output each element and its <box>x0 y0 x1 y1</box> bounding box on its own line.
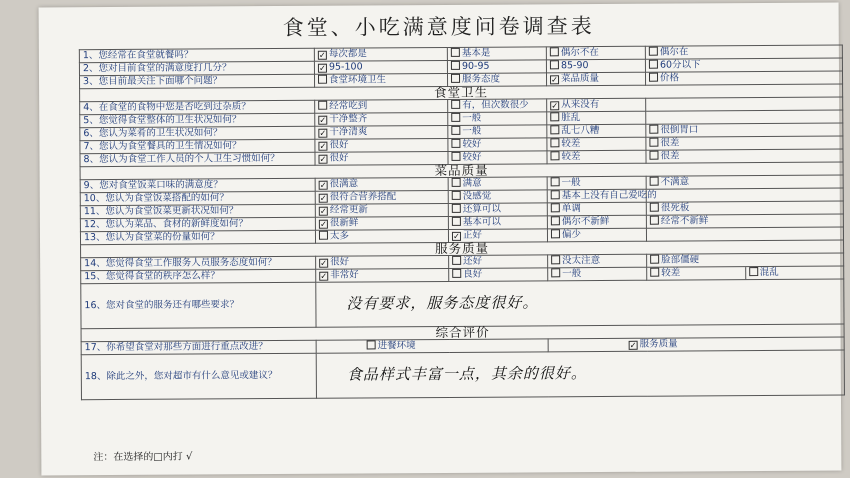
option-label: 很满意 <box>329 178 359 190</box>
survey-title: 食堂、小吃满意度问卷调查表 <box>282 14 595 40</box>
question-text: 13、您认为食堂菜的份量如何？ <box>80 230 315 244</box>
option-label: 乱七八糟 <box>561 125 600 137</box>
question-row <box>81 279 844 329</box>
option-cell <box>646 110 843 124</box>
checked-box-icon[interactable]: ✓ <box>551 75 558 85</box>
question-text: 5、您觉得食堂整体的卫生状况如何？ <box>80 113 315 127</box>
option-label: 干净清爽 <box>329 126 368 138</box>
option-label: 很符合营养搭配 <box>329 191 397 203</box>
option-label: 还算可以 <box>462 203 501 215</box>
option-label: 85-90 <box>560 60 589 72</box>
option-label: 服务质量 <box>639 338 678 350</box>
question-text: 2、您对目前食堂的满意度打几分？ <box>79 61 314 75</box>
question-text: 12、您认为菜品、食材的新鲜度如何？ <box>80 217 315 231</box>
option-label: 偶尔不在 <box>560 47 599 59</box>
option-cell <box>646 201 843 215</box>
option-cell <box>315 216 448 230</box>
checkbox-icon[interactable] <box>452 191 461 200</box>
question-text: 7、您认为食堂餐具的卫生情况如何？ <box>80 139 315 153</box>
checked-box-icon[interactable]: ✓ <box>319 193 327 203</box>
checkbox-icon[interactable] <box>451 152 460 161</box>
handwritten-text: 食品样式丰富一点，其余的很好。 <box>346 363 587 384</box>
checkbox-icon[interactable] <box>452 217 461 226</box>
checkbox-icon[interactable] <box>650 203 659 212</box>
option-cell <box>646 175 843 189</box>
option-label: 有，但次数很少 <box>462 99 529 111</box>
checked-box-icon[interactable]: ✓ <box>319 180 327 190</box>
option-cell <box>647 253 844 267</box>
option-cell <box>546 46 645 60</box>
section-heading: 菜品质量 <box>80 162 843 180</box>
option-label: 基本可以 <box>462 216 501 228</box>
option-label: 较好 <box>462 138 482 150</box>
checked-box-icon[interactable]: ✓ <box>320 219 327 229</box>
option-cell <box>315 99 448 113</box>
option-label: 很新鲜 <box>329 217 359 229</box>
option-cell <box>314 73 447 87</box>
option-label: 良好 <box>463 268 483 280</box>
checkbox-icon[interactable] <box>451 74 460 83</box>
option-cell <box>448 125 547 139</box>
option-label: 干净整齐 <box>329 113 368 125</box>
option-cell <box>647 267 745 280</box>
checkbox-icon[interactable] <box>649 60 658 69</box>
option-cell <box>448 216 547 230</box>
option-cell <box>547 189 657 203</box>
option-cell <box>645 45 842 59</box>
option-label: 每次都是 <box>328 48 367 60</box>
footnote: 注：在选择的□内打 √ <box>93 451 193 464</box>
checkbox-icon[interactable] <box>650 216 659 225</box>
option-cell <box>315 138 448 152</box>
option-cell <box>547 124 646 138</box>
option-label: 经常不新鲜 <box>660 215 709 227</box>
option-cell <box>546 59 645 73</box>
option-cell <box>449 268 548 282</box>
checkbox-icon[interactable] <box>319 231 328 240</box>
checkbox-icon[interactable] <box>550 112 559 121</box>
option-label: 偶尔不新鲜 <box>561 215 610 228</box>
section-heading: 服务质量 <box>81 240 844 258</box>
option-cell <box>646 136 843 150</box>
checkbox-icon[interactable] <box>367 340 376 349</box>
option-cell <box>646 149 843 163</box>
option-cell <box>548 267 647 281</box>
handwritten-text: 没有要求，服务态度很好。 <box>346 292 539 313</box>
option-cell <box>646 97 843 111</box>
option-cell <box>315 229 448 243</box>
checkbox-icon[interactable] <box>551 255 560 264</box>
option-cell <box>315 177 448 191</box>
checkbox-icon[interactable] <box>318 75 327 84</box>
option-label: 单调 <box>561 203 581 215</box>
option-cell <box>547 137 646 151</box>
option-label: 偶尔在 <box>659 46 689 58</box>
option-cell <box>448 203 547 217</box>
option-cell <box>315 190 448 204</box>
checkbox-icon[interactable] <box>551 229 560 238</box>
checkbox-icon[interactable] <box>318 101 327 110</box>
checkbox-icon[interactable] <box>451 126 460 135</box>
checkbox-icon[interactable] <box>451 113 460 122</box>
checkbox-icon[interactable] <box>649 151 658 160</box>
question-text: 16、您对食堂的服务还有哪些要求？ <box>81 282 316 328</box>
checkbox-icon[interactable] <box>550 125 559 134</box>
option-cell <box>547 98 646 112</box>
option-label: 从来没有 <box>561 99 600 111</box>
option-cell <box>315 151 448 165</box>
checkbox-icon[interactable] <box>551 268 560 277</box>
checkbox-icon[interactable] <box>550 138 559 147</box>
checked-box-icon[interactable]: ✓ <box>319 115 327 125</box>
option-label: 很好 <box>330 256 350 268</box>
option-cell <box>448 99 547 113</box>
option-label: 经常更新 <box>329 204 368 216</box>
checkbox-icon[interactable] <box>749 267 758 276</box>
option-label: 没感觉 <box>462 190 492 202</box>
handwritten-answer[interactable] <box>316 279 844 327</box>
checked-box-icon[interactable]: ✓ <box>629 340 637 350</box>
option-cell <box>447 60 546 74</box>
option-label: 较差 <box>561 138 581 150</box>
option-label: 90-95 <box>461 60 490 72</box>
checkbox-icon[interactable] <box>551 203 560 212</box>
checkbox-icon[interactable] <box>649 47 658 56</box>
option-label: 基本是 <box>461 47 491 59</box>
checkbox-icon[interactable] <box>650 177 659 186</box>
checkbox-icon[interactable] <box>649 73 658 82</box>
option-label: 95-100 <box>328 61 363 73</box>
option-cell <box>314 47 447 61</box>
checkbox-icon[interactable] <box>451 139 460 148</box>
checkbox-icon[interactable] <box>650 268 659 277</box>
option-label: 进餐环境 <box>377 340 416 352</box>
question-text: 4、在食堂的食物中您是否吃到过杂质？ <box>80 100 315 114</box>
question-text: 6、您认为菜肴的卫生状况如何？ <box>80 126 315 140</box>
checkbox-icon[interactable] <box>452 269 461 278</box>
option-label: 很好 <box>329 152 349 164</box>
option-label: 一般 <box>462 112 482 124</box>
option-cell <box>315 203 448 217</box>
option-label: 一般 <box>562 268 582 280</box>
option-cell <box>315 125 448 139</box>
question-text: 10、您认为食堂饭菜搭配的如何？ <box>80 191 315 205</box>
option-cell <box>447 47 546 61</box>
option-cell <box>646 227 843 241</box>
option-cell <box>546 72 645 86</box>
option-cell <box>645 71 842 85</box>
question-text: 15、您觉得食堂的秩序怎么样？ <box>81 269 316 283</box>
option-label: 菜品质量 <box>560 73 600 85</box>
option-label: 一般 <box>462 125 482 137</box>
checked-box-icon[interactable]: ✓ <box>319 63 326 73</box>
option-cell <box>448 190 547 204</box>
option-cell <box>314 60 447 74</box>
checkbox-icon[interactable] <box>451 61 460 70</box>
option-label: 很好 <box>329 139 349 151</box>
option-label: 经常吃到 <box>329 100 368 112</box>
checked-box-icon[interactable]: ✓ <box>320 271 328 281</box>
checkbox-icon[interactable] <box>550 151 559 160</box>
question-text: 9、您对食堂饭菜口味的满意度？ <box>80 178 315 192</box>
option-cell <box>547 202 646 216</box>
checkbox-icon[interactable] <box>452 256 461 265</box>
option-label: 太多 <box>329 230 350 242</box>
option-label: 很差 <box>660 150 680 162</box>
option-label: 60分以下 <box>659 59 701 71</box>
option-cell <box>449 255 548 269</box>
question-text: 1、您经常在食堂就餐吗？ <box>79 48 314 62</box>
question-text: 11、您认为食堂饭菜更新状况如何？ <box>80 204 315 218</box>
option-label: 还好 <box>463 255 483 267</box>
option-cell <box>315 112 448 126</box>
question-text: 14、您觉得食堂工作服务人员服务态度如何？ <box>81 256 316 270</box>
option-cell <box>448 138 547 152</box>
option-label: 价格 <box>659 72 680 84</box>
checked-box-icon[interactable]: ✓ <box>319 154 327 164</box>
checkbox-icon[interactable] <box>551 190 560 199</box>
option-cell <box>647 266 844 280</box>
option-label: 很死板 <box>660 202 690 214</box>
option-cell <box>547 150 646 164</box>
checked-box-icon[interactable]: ✓ <box>319 128 327 138</box>
checked-box-icon[interactable]: ✓ <box>551 101 559 111</box>
checked-box-icon[interactable]: ✓ <box>453 231 460 241</box>
checkbox-icon[interactable] <box>550 47 559 56</box>
option-label: 不满意 <box>660 176 690 188</box>
option-cell <box>548 254 647 268</box>
option-label: 脏乱 <box>561 112 581 124</box>
option-label: 较差 <box>661 267 681 279</box>
option-label: 较差 <box>561 151 581 163</box>
option-label: 很倒胃口 <box>660 124 699 136</box>
checkbox-icon[interactable] <box>551 216 560 225</box>
checkbox-icon[interactable] <box>649 138 658 147</box>
checkbox-icon[interactable] <box>650 255 659 264</box>
option-label: 基本上没有自己爱吃的 <box>561 189 657 202</box>
question-text: 8、您认为食堂工作人员的个人卫生习惯如何？ <box>80 152 315 166</box>
option-cell <box>316 255 449 269</box>
option-cell <box>547 228 646 242</box>
option-cell <box>547 111 646 125</box>
question-text: 17、你希望食堂对那些方面进行重点改进？ <box>81 340 316 354</box>
option-cell <box>646 123 843 137</box>
option-label: 非常好 <box>330 269 359 281</box>
option-label: 正好 <box>462 229 483 241</box>
checkbox-icon[interactable] <box>452 204 461 213</box>
option-cell <box>645 58 842 72</box>
question-text: 18、除此之外，您对超市有什么意见或建议？ <box>81 353 316 399</box>
survey-sheet <box>39 3 842 476</box>
option-label: 一般 <box>561 177 581 189</box>
handwritten-answer[interactable] <box>316 350 844 398</box>
checked-box-icon[interactable]: ✓ <box>320 258 328 268</box>
checked-box-icon[interactable]: ✓ <box>318 50 326 60</box>
option-label: 服务态度 <box>461 73 501 85</box>
checkbox-icon[interactable] <box>451 100 460 109</box>
option-cell <box>646 188 843 202</box>
option-cell <box>448 177 547 191</box>
section-heading: 食堂卫生 <box>80 84 843 102</box>
checkbox-icon[interactable] <box>452 178 461 187</box>
option-cell <box>547 215 646 229</box>
question-text: 3、您目前最关注下面哪个问题？ <box>79 74 314 88</box>
section-heading: 综合评价 <box>81 324 844 342</box>
checkbox-icon[interactable] <box>550 60 559 69</box>
checkbox-icon[interactable] <box>551 177 560 186</box>
option-label: 偏少 <box>561 229 582 241</box>
checked-box-icon[interactable]: ✓ <box>319 206 327 216</box>
option-label: 食堂环境卫生 <box>328 74 387 86</box>
option-cell <box>448 112 547 126</box>
checked-box-icon[interactable]: ✓ <box>319 141 327 151</box>
option-cell <box>547 176 646 190</box>
question-row <box>81 350 844 400</box>
checkbox-icon[interactable] <box>451 48 460 57</box>
option-cell <box>316 268 449 282</box>
survey-table <box>79 45 845 401</box>
option-cell <box>646 214 843 228</box>
option-label: 满意 <box>462 177 482 189</box>
option-label: 较好 <box>462 151 482 163</box>
option-label: 很差 <box>660 137 680 149</box>
option-cell <box>745 267 844 280</box>
option-label: 脸部僵硬 <box>661 254 700 266</box>
option-label: 没太注意 <box>562 255 601 267</box>
option-label: 混乱 <box>759 266 779 279</box>
checkbox-icon[interactable] <box>649 125 658 134</box>
